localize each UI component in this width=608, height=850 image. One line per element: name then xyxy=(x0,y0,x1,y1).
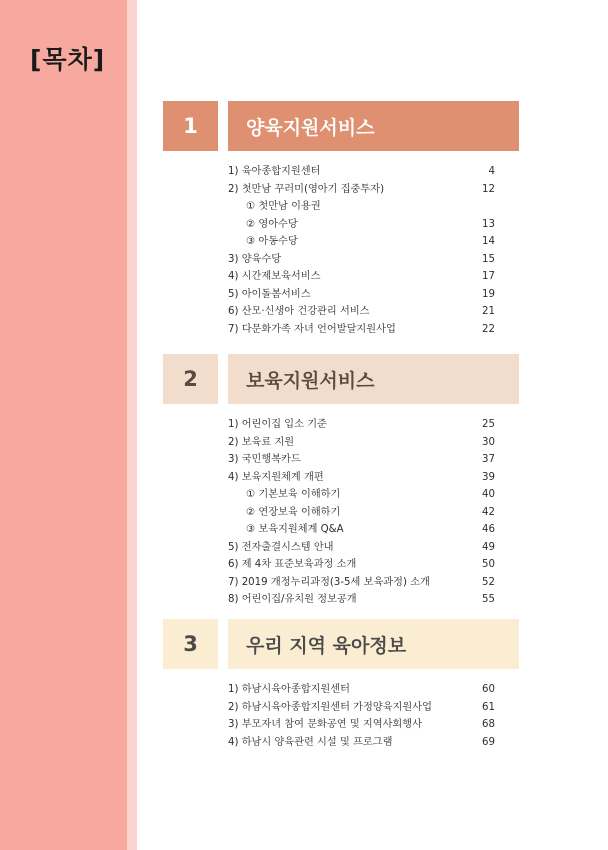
toc-entry[interactable] xyxy=(228,699,519,717)
toc-entry-page: 49 xyxy=(482,541,495,553)
toc-entry-title: 2) 보육료 지원 xyxy=(228,436,295,448)
section-entries xyxy=(228,163,519,338)
toc-entry[interactable] xyxy=(228,591,519,609)
toc-entry[interactable] xyxy=(228,303,519,321)
toc-entry-page: 50 xyxy=(482,559,495,570)
section-entries xyxy=(228,416,519,609)
toc-entry[interactable] xyxy=(228,321,519,339)
toc-entry-title: 5) 아이돌봄서비스 xyxy=(228,288,311,300)
toc-entry-page: 60 xyxy=(482,684,495,695)
toc-entry[interactable] xyxy=(228,286,519,304)
toc-entry[interactable] xyxy=(228,216,519,234)
toc-entry[interactable] xyxy=(228,486,519,504)
section-title[interactable]: 우리 지역 육아정보 xyxy=(228,619,519,669)
section-title[interactable]: 보육지원서비스 xyxy=(228,354,519,404)
toc-entry-title: 4) 보육지원체계 개편 xyxy=(228,471,324,483)
toc-entry[interactable] xyxy=(228,233,519,251)
toc-entry-title: ③ 보육지원체계 Q&A xyxy=(246,524,344,535)
toc-entry-title: 5) 전자출결시스템 안내 xyxy=(228,541,334,553)
toc-entry-page: 15 xyxy=(482,253,495,265)
toc-entry[interactable] xyxy=(228,416,519,434)
toc-entry-page: 19 xyxy=(482,288,495,300)
toc-entry[interactable] xyxy=(228,521,519,539)
section-number: 2 xyxy=(163,354,218,404)
toc-entry-title: 1) 하남시육아종합지원센터 xyxy=(228,684,350,695)
toc-entry-page: 25 xyxy=(482,419,495,430)
toc-heading: [목차] xyxy=(30,45,106,74)
toc-entry[interactable] xyxy=(228,681,519,699)
toc-entry-page: 14 xyxy=(482,236,495,247)
toc-entry-title: 3) 부모자녀 참여 문화공연 및 지역사회행사 xyxy=(228,719,422,730)
toc-entry-title: ② 연장보육 이해하기 xyxy=(246,506,341,518)
toc-entry-page: 42 xyxy=(482,506,495,518)
toc-entry-page: 55 xyxy=(482,594,495,605)
toc-entry[interactable] xyxy=(228,434,519,452)
toc-entry[interactable] xyxy=(228,574,519,592)
toc-entry-page: 12 xyxy=(482,183,495,195)
toc-entry-title: 3) 국민행복카드 xyxy=(228,454,301,465)
toc-entry-title: 2) 첫만남 꾸러미(영아기 집중투자) xyxy=(228,183,385,195)
toc-entry[interactable] xyxy=(228,469,519,487)
toc-entry[interactable] xyxy=(228,556,519,574)
toc-entry-title: 2) 하남시육아종합지원센터 가정양육지원사업 xyxy=(228,701,432,713)
toc-entry-title: 1) 어린이집 입소 기준 xyxy=(228,419,327,430)
toc-entry-page: 17 xyxy=(482,271,495,282)
side-decorative-band xyxy=(0,0,127,850)
toc-entry-page: 52 xyxy=(482,576,495,588)
toc-entry-title: 7) 다문화가족 자녀 언어발달지원사업 xyxy=(228,323,396,335)
toc-entry-page: 13 xyxy=(482,218,495,230)
toc-entry[interactable] xyxy=(228,268,519,286)
toc-entry-page: 40 xyxy=(482,489,495,500)
toc-entry-page: 30 xyxy=(482,436,495,448)
toc-entry[interactable] xyxy=(228,451,519,469)
toc-entry-page: 4 xyxy=(488,166,495,177)
toc-entry-title: 6) 산모·신생아 건강관리 서비스 xyxy=(228,306,370,317)
toc-entry[interactable] xyxy=(228,734,519,752)
toc-entry[interactable] xyxy=(228,504,519,522)
toc-entry-title: 1) 육아종합지원센터 xyxy=(228,166,321,177)
toc-entry-title: ③ 아동수당 xyxy=(246,236,298,247)
toc-entry-page: 69 xyxy=(482,736,495,748)
toc-entry-page: 61 xyxy=(482,701,495,713)
toc-entry[interactable] xyxy=(228,539,519,557)
toc-entry-title: ① 기본보육 이해하기 xyxy=(246,489,341,500)
section-number: 3 xyxy=(163,619,218,669)
section-title[interactable]: 양육지원서비스 xyxy=(228,101,519,151)
toc-entry-title: 4) 시간제보육서비스 xyxy=(228,271,321,282)
side-decorative-stripe xyxy=(127,0,137,850)
toc-entry[interactable] xyxy=(228,716,519,734)
toc-entry-page: 21 xyxy=(482,306,495,317)
toc-entry-title: ② 영아수당 xyxy=(246,218,298,230)
toc-entry-title: 6) 제 4차 표준보육과정 소개 xyxy=(228,559,357,570)
toc-entry[interactable] xyxy=(228,251,519,269)
toc-entry[interactable] xyxy=(228,163,519,181)
toc-entry-title: 8) 어린이집/유치원 정보공개 xyxy=(228,594,357,605)
toc-entry-title: 4) 하남시 양육관련 시설 및 프로그램 xyxy=(228,736,393,748)
section-entries xyxy=(228,681,519,751)
toc-entry[interactable] xyxy=(228,198,519,216)
toc-entry-title: 7) 2019 개정누리과정(3-5세 보육과정) 소개 xyxy=(228,576,430,588)
toc-entry[interactable] xyxy=(228,181,519,199)
toc-entry-title: ① 첫만남 이용권 xyxy=(246,201,321,212)
toc-entry-page: 68 xyxy=(482,719,495,730)
toc-entry-page: 39 xyxy=(482,471,495,483)
toc-entry-title: 3) 양육수당 xyxy=(228,253,282,265)
toc-entry-page: 37 xyxy=(482,454,495,465)
section-number: 1 xyxy=(163,101,218,151)
toc-entry-page: 46 xyxy=(482,524,495,535)
toc-entry-page: 22 xyxy=(482,323,495,335)
